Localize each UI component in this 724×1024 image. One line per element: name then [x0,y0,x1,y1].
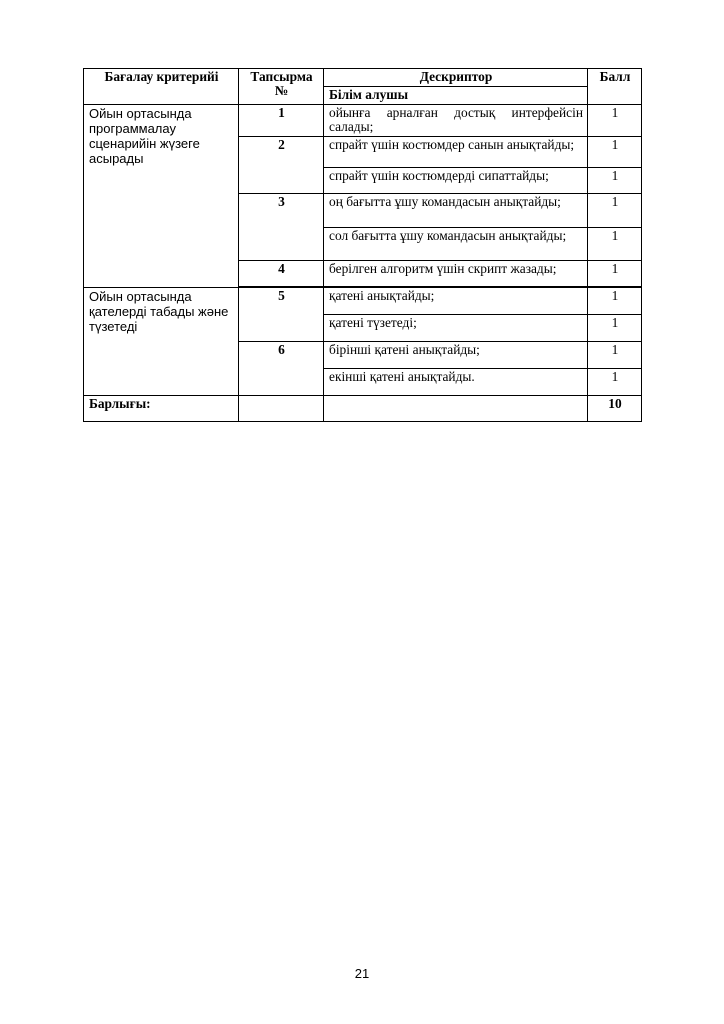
descriptor-cell: берілген алгоритм үшін скрипт жазады; [324,261,588,287]
task-number-cell: 2 [239,137,324,194]
score-cell: 1 [588,342,642,369]
descriptor-cell: сол бағытта ұшу командасын анықтайды; [324,228,588,261]
total-empty-cell [324,396,588,422]
task-number-cell: 5 [239,288,324,342]
descriptor-cell: спрайт үшін костюмдерді сипаттайды; [324,168,588,194]
total-row [84,396,642,422]
assessment-rubric-table [83,68,642,422]
table-row [84,105,642,137]
task-number-cell: 6 [239,342,324,396]
task-number-cell: 1 [239,105,324,137]
header-descriptor-sub: Білім алушы [324,87,588,105]
table-row [84,288,642,315]
score-cell: 1 [588,288,642,315]
descriptor-cell: қатені түзетеді; [324,315,588,342]
score-cell: 1 [588,137,642,168]
score-cell: 1 [588,105,642,137]
header-criteria: Бағалау критерийі [84,69,239,105]
descriptor-cell: қатені анықтайды; [324,288,588,315]
score-cell: 1 [588,315,642,342]
descriptor-cell: бірінші қатені анықтайды; [324,342,588,369]
descriptor-cell: ойынға арналған достық интерфейсін салады; [324,105,588,137]
criterion-cell: Ойын ортасында программалау сценарийін жүзеге асырады [84,105,239,288]
criterion-cell: Ойын ортасында қателерді табады және түзетеді [84,288,239,396]
score-cell: 1 [588,261,642,287]
page-number: 21 [354,966,370,981]
descriptor-cell: спрайт үшін костюмдер санын анықтайды; [324,137,588,168]
score-cell: 1 [588,228,642,261]
descriptor-cell: екінші қатені анықтайды. [324,369,588,396]
total-label: Барлығы: [84,396,239,422]
descriptor-cell: оң бағытта ұшу командасын анықтайды; [324,194,588,228]
total-score: 10 [588,396,642,422]
score-cell: 1 [588,168,642,194]
score-cell: 1 [588,194,642,228]
total-empty-cell [239,396,324,422]
score-cell: 1 [588,369,642,396]
task-number-cell: 3 [239,194,324,261]
header-score: Балл [588,69,642,105]
header-descriptor: Дескриптор [324,69,588,87]
header-row [84,69,642,87]
task-number-cell: 4 [239,261,324,287]
header-task-number: Тапсырма № [239,69,324,105]
